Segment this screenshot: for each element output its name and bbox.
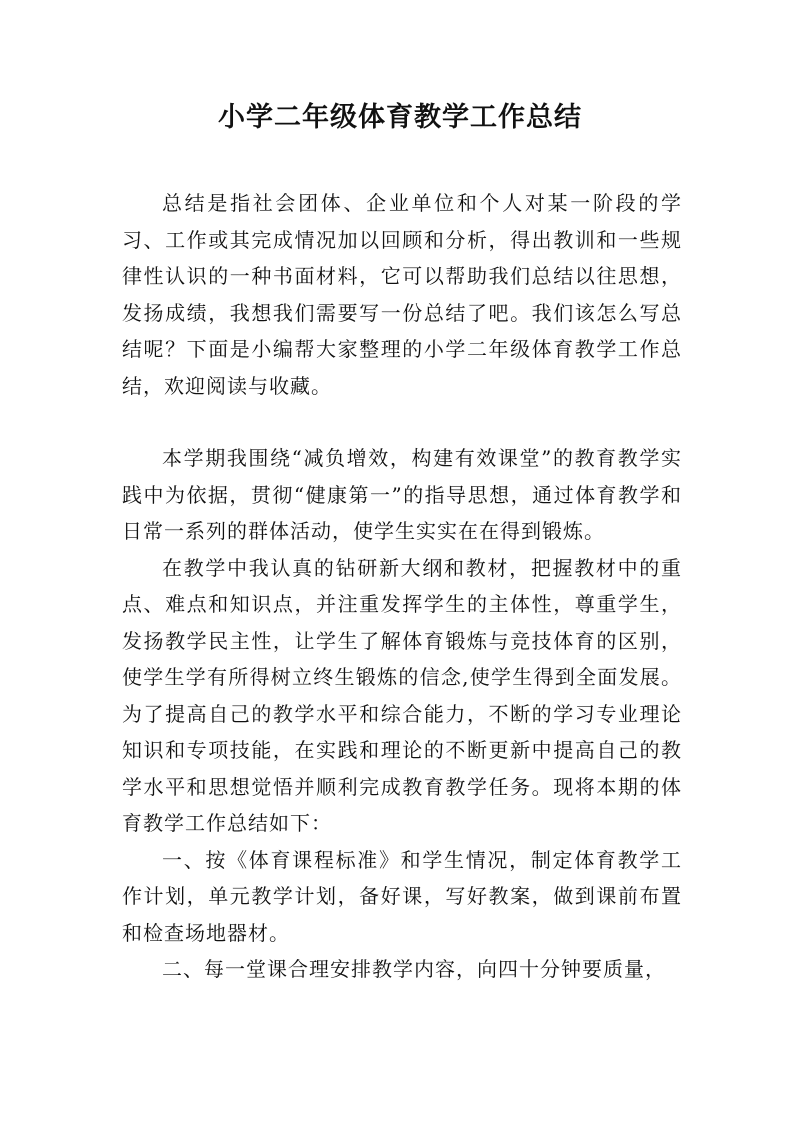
list-item-2: 二、每一堂课合理安排教学内容，向四十分钟要质量， — [162, 957, 666, 981]
document-title: 小学二年级体育教学工作总结 — [218, 102, 582, 133]
document-body — [122, 185, 682, 988]
intro-paragraph: 总结是指社会团体、企业单位和个人对某一阶段的学习、工作或其完成情况加以回顾和分析，得出教训和一些规律性认识的一种书面材料，它可以帮助我们总结以往思想，发扬成绩，我想我们需要写一份总结了吧。我们该怎么写总结呢？下面是小编帮大家整理的小学二年级体育教学工作总结，欢迎阅读与收藏。 — [122, 191, 682, 398]
body-paragraph-1: 本学期我围绕“减负增效，构建有效课堂”的教育教学实践中为依据，贯彻“健康第一”的指导思想，通过体育教学和日常一系列的群体活动，使学生实实在在得到锻炼。 — [122, 446, 682, 543]
list-item-1: 一、按《体育课程标准》和学生情况，制定体育教学工作计划，单元教学计划，备好课，写好教案，做到课前布置和检查场地器材。 — [122, 847, 682, 945]
body-paragraph-2: 在教学中我认真的钻研新大纲和教材，把握教材中的重点、难点和知识点，并注重发挥学生的主体性，尊重学生，发扬教学民主性，让学生了解体育锻炼与竞技体育的区别，使学生学有所得树立终生锻炼的信念,使学生得到全面发展。为了提高自己的教学水平和综合能力，不断的学习专业理论知识和专项技能，在实践和理论的不断更新中提高自己的教学水平和思想觉悟并顺利完成教育教学任务。现将本期的体育教学工作总结如下： — [122, 555, 682, 835]
